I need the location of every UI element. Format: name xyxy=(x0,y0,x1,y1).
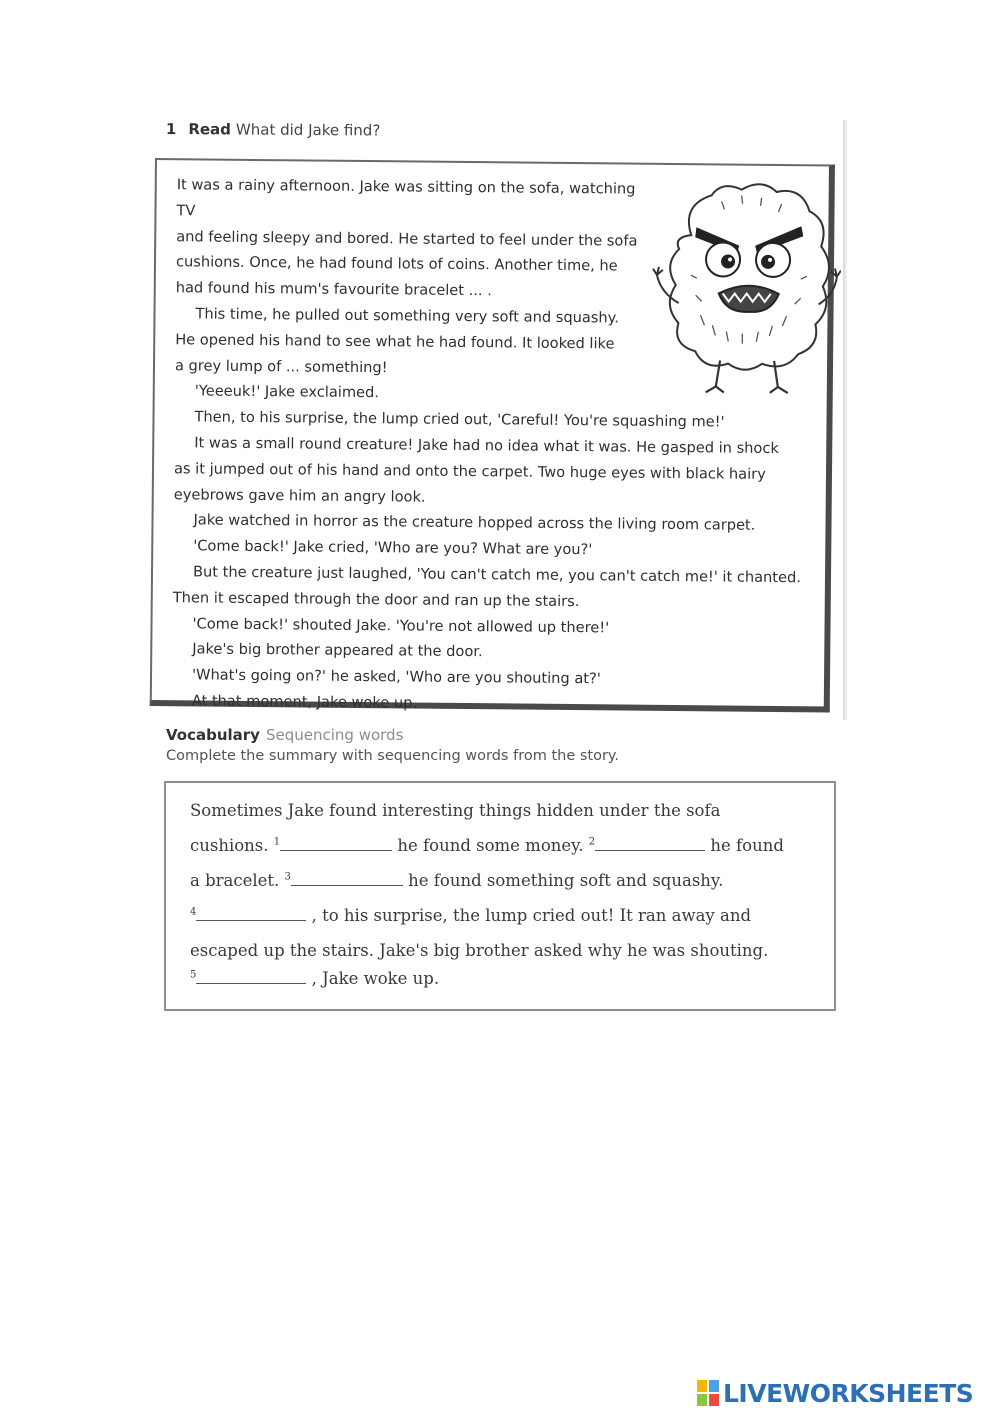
vocabulary-instruction: Complete the summary with sequencing words from the story. xyxy=(166,748,620,764)
story-line: Then it escaped through the door and ran up the stairs. xyxy=(172,588,580,610)
summary-text-segment: cushions. xyxy=(190,836,269,855)
story-line: and feeling sleepy and bored. He started to feel under the sofa xyxy=(176,227,638,250)
vocabulary-subtitle: Sequencing words xyxy=(265,726,404,744)
blank-number-1: 1 xyxy=(273,836,281,848)
blank-number-4: 4 xyxy=(190,906,197,918)
blank-number-3: 3 xyxy=(284,871,291,883)
summary-line-5 xyxy=(190,941,768,960)
vocabulary-title: Vocabulary xyxy=(166,726,260,744)
exercise-number: 1 xyxy=(165,120,177,139)
summary-text-segment: he found some money. xyxy=(397,836,584,855)
logo-text: LIVEWORKSHEETS xyxy=(723,1378,974,1408)
vocabulary-heading xyxy=(166,726,403,744)
story-line: Jake watched in horror as the creature hopped across the living room carpet. xyxy=(193,511,756,535)
answer-blank-3[interactable] xyxy=(291,871,403,886)
story-line: Then, to his surprise, the lump cried out, 'Careful! You're squashing me!' xyxy=(194,408,725,431)
logo-mark-icon xyxy=(697,1380,719,1406)
story-line: But the creature just laughed, 'You can't catch me, you can't catch me!' it chanted. xyxy=(192,563,802,587)
story-line: 'Come back!' Jake cried, 'Who are you? What are you?' xyxy=(193,537,593,559)
story-line: Jake's big brother appeared at the door. xyxy=(192,640,483,661)
story-line: 'Yeeeuk!' Jake exclaimed. xyxy=(194,382,380,402)
blank-number-2: 2 xyxy=(588,836,596,848)
story-line: At that moment, Jake woke up. xyxy=(191,692,418,712)
summary-text-segment: Sometimes Jake found interesting things hidden under the sofa xyxy=(190,801,721,820)
story-line: 'What's going on?' he asked, 'Who are you shouting at?' xyxy=(191,666,601,688)
summary-line-1 xyxy=(190,801,720,820)
answer-blank-1[interactable] xyxy=(280,836,392,851)
story-line: This time, he pulled out something very soft and squashy. xyxy=(195,305,619,327)
exercise-question: What did Jake find? xyxy=(235,120,381,140)
liveworksheets-logo xyxy=(697,1377,973,1409)
exercise-label: Read xyxy=(188,120,232,139)
story-line: had found his mum's favourite bracelet ... . xyxy=(175,279,492,300)
summary-text-segment: , Jake woke up. xyxy=(311,969,440,988)
summary-line-4 xyxy=(190,906,751,925)
summary-text-segment: escaped up the stairs. Jake's big brother asked why he was shouting. xyxy=(190,941,769,960)
story-line: a grey lump of ... something! xyxy=(174,356,388,376)
summary-line-2 xyxy=(190,836,784,855)
summary-text-segment: he found xyxy=(710,836,784,855)
summary-line-6 xyxy=(190,969,439,988)
story-line: It was a small round creature! Jake had no idea what it was. He gasped in shock xyxy=(194,434,779,457)
answer-blank-2[interactable] xyxy=(595,836,705,851)
summary-text-segment: a bracelet. xyxy=(190,871,280,890)
story-line: as it jumped out of his hand and onto the carpet. Two huge eyes with black hairy xyxy=(173,459,766,483)
monster-icon xyxy=(650,175,842,402)
story-line: cushions. Once, he had found lots of coins. Another time, he xyxy=(175,253,618,275)
answer-blank-4[interactable] xyxy=(196,906,306,921)
story-box xyxy=(150,158,835,713)
story-line: 'Come back!' shouted Jake. 'You're not allowed up there!' xyxy=(192,614,610,636)
summary-line-3 xyxy=(190,871,723,890)
story-line: He opened his hand to see what he had found. It looked like xyxy=(175,330,615,353)
answer-blank-5[interactable] xyxy=(196,969,306,984)
story-line: It was a rainy afternoon. Jake was sitting on the sofa, watching TV xyxy=(176,176,636,220)
story-line: eyebrows gave him an angry look. xyxy=(173,485,426,506)
exercise-heading xyxy=(166,120,381,139)
scan-edge xyxy=(843,120,847,720)
blank-number-5: 5 xyxy=(190,969,197,981)
summary-text-segment: he found something soft and squashy. xyxy=(408,871,724,890)
summary-box xyxy=(164,781,836,1011)
summary-text-segment: , to his surprise, the lump cried out! It ran away and xyxy=(311,906,752,925)
